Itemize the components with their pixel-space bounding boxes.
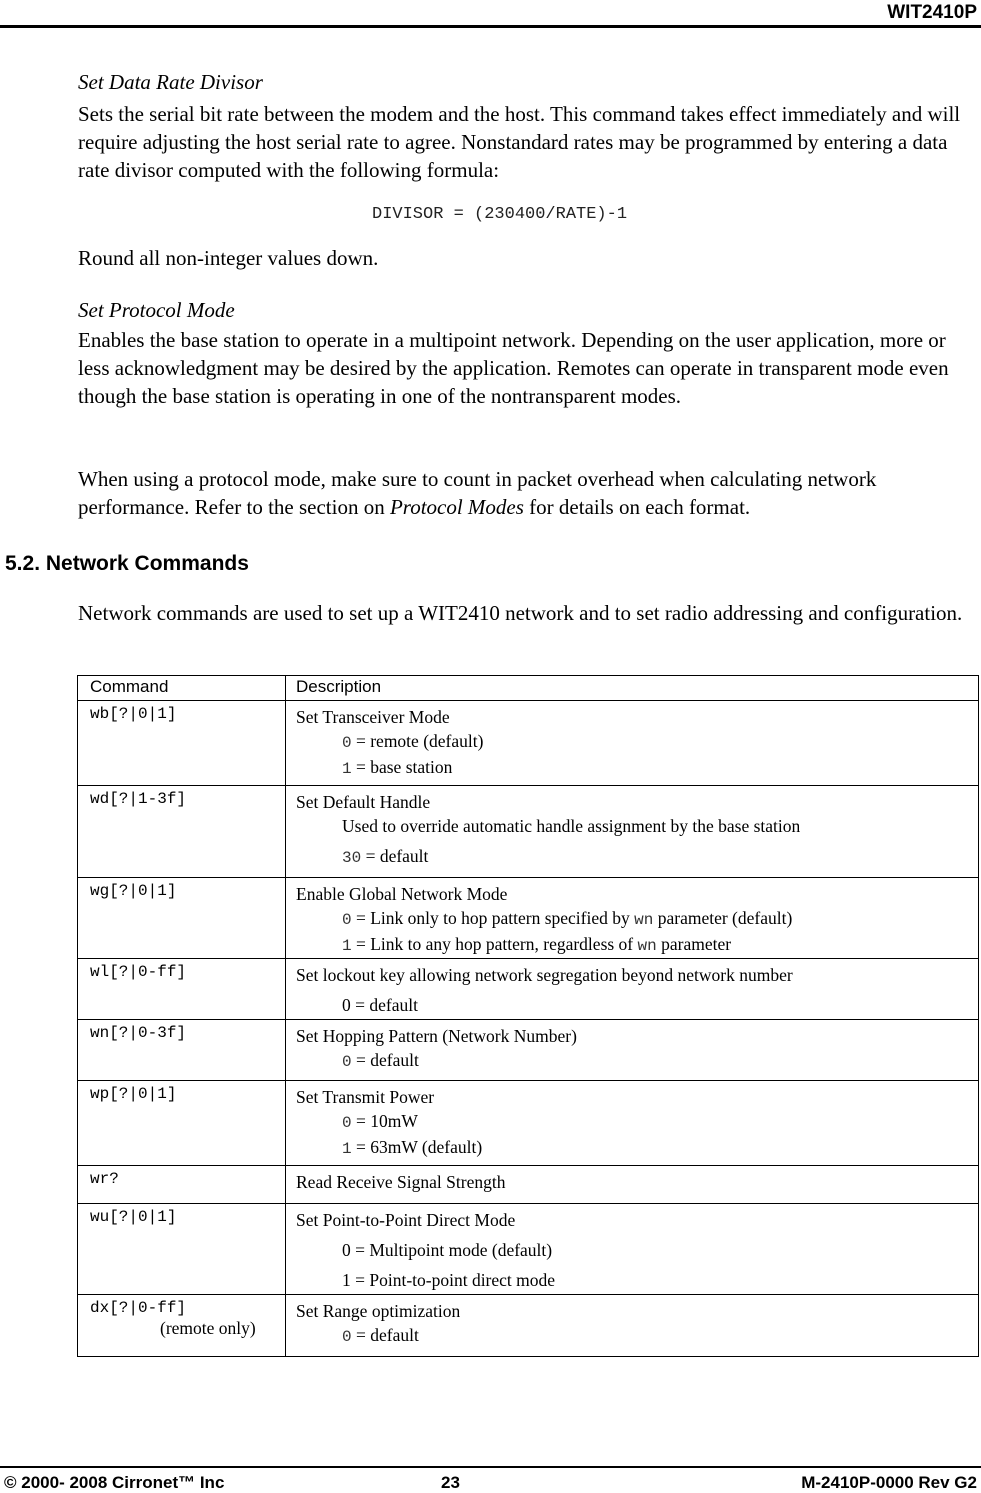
data-rate-body: Sets the serial bit rate between the modem and the host. This command takes effect immediately and will require adjusting the host serial rate to agree. Nonstandard rates may be programmed by entering a data rate divisor computed with the following formula: [78, 102, 961, 182]
row-title: Set Transmit Power [296, 1087, 435, 1107]
command-cell [78, 1295, 286, 1357]
option-text: = default [351, 1325, 419, 1345]
row-title: Set Transceiver Mode [296, 707, 450, 727]
option-line: 0 = Multipoint mode (default) [342, 1240, 553, 1260]
option-line [296, 729, 978, 755]
network-commands-table [77, 675, 979, 1357]
table-row [78, 1020, 979, 1081]
option-code: 1 [342, 760, 352, 778]
header-divider [0, 25, 981, 28]
divisor-formula: DIVISOR = (230400/RATE)-1 [372, 205, 628, 224]
command-cell: wg[?|0|1] [78, 878, 286, 959]
description-cell [286, 1081, 979, 1166]
row-note: Used to override automatic handle assignment by the base station [342, 816, 801, 836]
row-title: Enable Global Network Mode [296, 884, 508, 904]
footer-divider [0, 1466, 981, 1468]
col-description-header: Description [286, 676, 979, 701]
option-line [296, 1109, 978, 1135]
round-note: Round all non-integer values down. [78, 246, 379, 270]
command-code: dx[?|0-ff] [90, 1299, 187, 1317]
option-text: = 10mW [351, 1111, 418, 1131]
option-text: = default [361, 846, 429, 866]
option-text: = remote (default) [351, 731, 484, 751]
option-code: 0 [342, 734, 352, 752]
protocol-body-2 [78, 465, 978, 521]
option-text: = Link to any hop pattern, regardless of [351, 934, 638, 954]
protocol-body-2-pre: When using a protocol mode, make sure to count in packet overhead when calculating network performance. Refer to the section on [78, 467, 877, 519]
option-code: 0 [342, 1328, 352, 1346]
option-line: 0 = default [342, 995, 418, 1015]
footer-doc-id: M-2410P-0000 Rev G2 [801, 1473, 977, 1492]
option-line: 1 = Point-to-point direct mode [342, 1270, 556, 1290]
data-rate-title: Set Data Rate Divisor [78, 70, 263, 94]
footer-copyright: © 2000- 2008 Cirronet™ Inc [4, 1473, 225, 1492]
option-line [296, 1135, 978, 1161]
option-text: parameter (default) [653, 908, 793, 928]
network-commands-heading: 5.2. Network Commands [5, 552, 249, 575]
description-cell [286, 1295, 979, 1357]
protocol-title: Set Protocol Mode [78, 298, 235, 322]
col-command-header: Command [78, 676, 286, 701]
command-note: (remote only) [160, 1318, 256, 1338]
table-row [78, 878, 979, 959]
header-title: WIT2410P [887, 2, 977, 23]
option-code: 30 [342, 849, 362, 867]
command-cell: wn[?|0-3f] [78, 1020, 286, 1081]
table-row [78, 1166, 979, 1204]
table-row [78, 1081, 979, 1166]
table-row [78, 959, 979, 1020]
option-code: 1 [342, 1140, 352, 1158]
row-title: Set Hopping Pattern (Network Number) [296, 1026, 577, 1046]
option-line [296, 755, 978, 781]
option-line [296, 844, 978, 870]
description-cell [286, 1166, 979, 1204]
option-text: parameter [656, 934, 732, 954]
description-cell [286, 786, 979, 878]
command-cell: wb[?|0|1] [78, 701, 286, 786]
option-code: 1 [342, 937, 352, 955]
option-text: = default [351, 1050, 419, 1070]
row-title: Read Receive Signal Strength [296, 1172, 506, 1192]
table-row [78, 701, 979, 786]
table-row [78, 1295, 979, 1357]
table-row [78, 786, 979, 878]
row-title: Set Point-to-Point Direct Mode [296, 1210, 516, 1230]
network-intro: Network commands are used to set up a WIT2410 network and to set radio addressing and configuration. [78, 601, 963, 625]
option-code: 0 [342, 1114, 352, 1132]
option-line [296, 1323, 978, 1349]
command-cell: wu[?|0|1] [78, 1204, 286, 1295]
option-line [296, 1048, 978, 1074]
row-title: Set Default Handle [296, 792, 431, 812]
table-row [78, 1204, 979, 1295]
command-cell: wl[?|0-ff] [78, 959, 286, 1020]
option-line [296, 906, 978, 932]
option-text: = 63mW (default) [351, 1137, 483, 1157]
footer-page-number: 23 [441, 1473, 460, 1492]
table-header-row [78, 676, 979, 701]
row-title: Set lockout key allowing network segregation beyond network number [296, 965, 793, 985]
description-cell [286, 701, 979, 786]
param-code: wn [637, 937, 657, 955]
option-line [296, 932, 978, 958]
param-code: wn [634, 911, 654, 929]
option-code: 0 [342, 911, 352, 929]
row-title: Set Range optimization [296, 1301, 461, 1321]
description-cell [286, 1204, 979, 1295]
description-cell [286, 878, 979, 959]
description-cell [286, 959, 979, 1020]
protocol-body-2-post: for details on each format. [523, 495, 751, 519]
description-cell [286, 1020, 979, 1081]
option-code: 0 [342, 1053, 352, 1071]
option-text: = Link only to hop pattern specified by [351, 908, 635, 928]
command-cell: wd[?|1-3f] [78, 786, 286, 878]
protocol-body: Enables the base station to operate in a multipoint network. Depending on the user application, more or less acknowledgment may be desired by the application. Remotes can operate in transparent mode even though the base station is operating in one of the nontransparent modes. [78, 328, 949, 408]
command-cell: wr? [78, 1166, 286, 1204]
command-cell: wp[?|0|1] [78, 1081, 286, 1166]
protocol-modes-ref: Protocol Modes [389, 495, 524, 519]
option-text: = base station [351, 757, 453, 777]
